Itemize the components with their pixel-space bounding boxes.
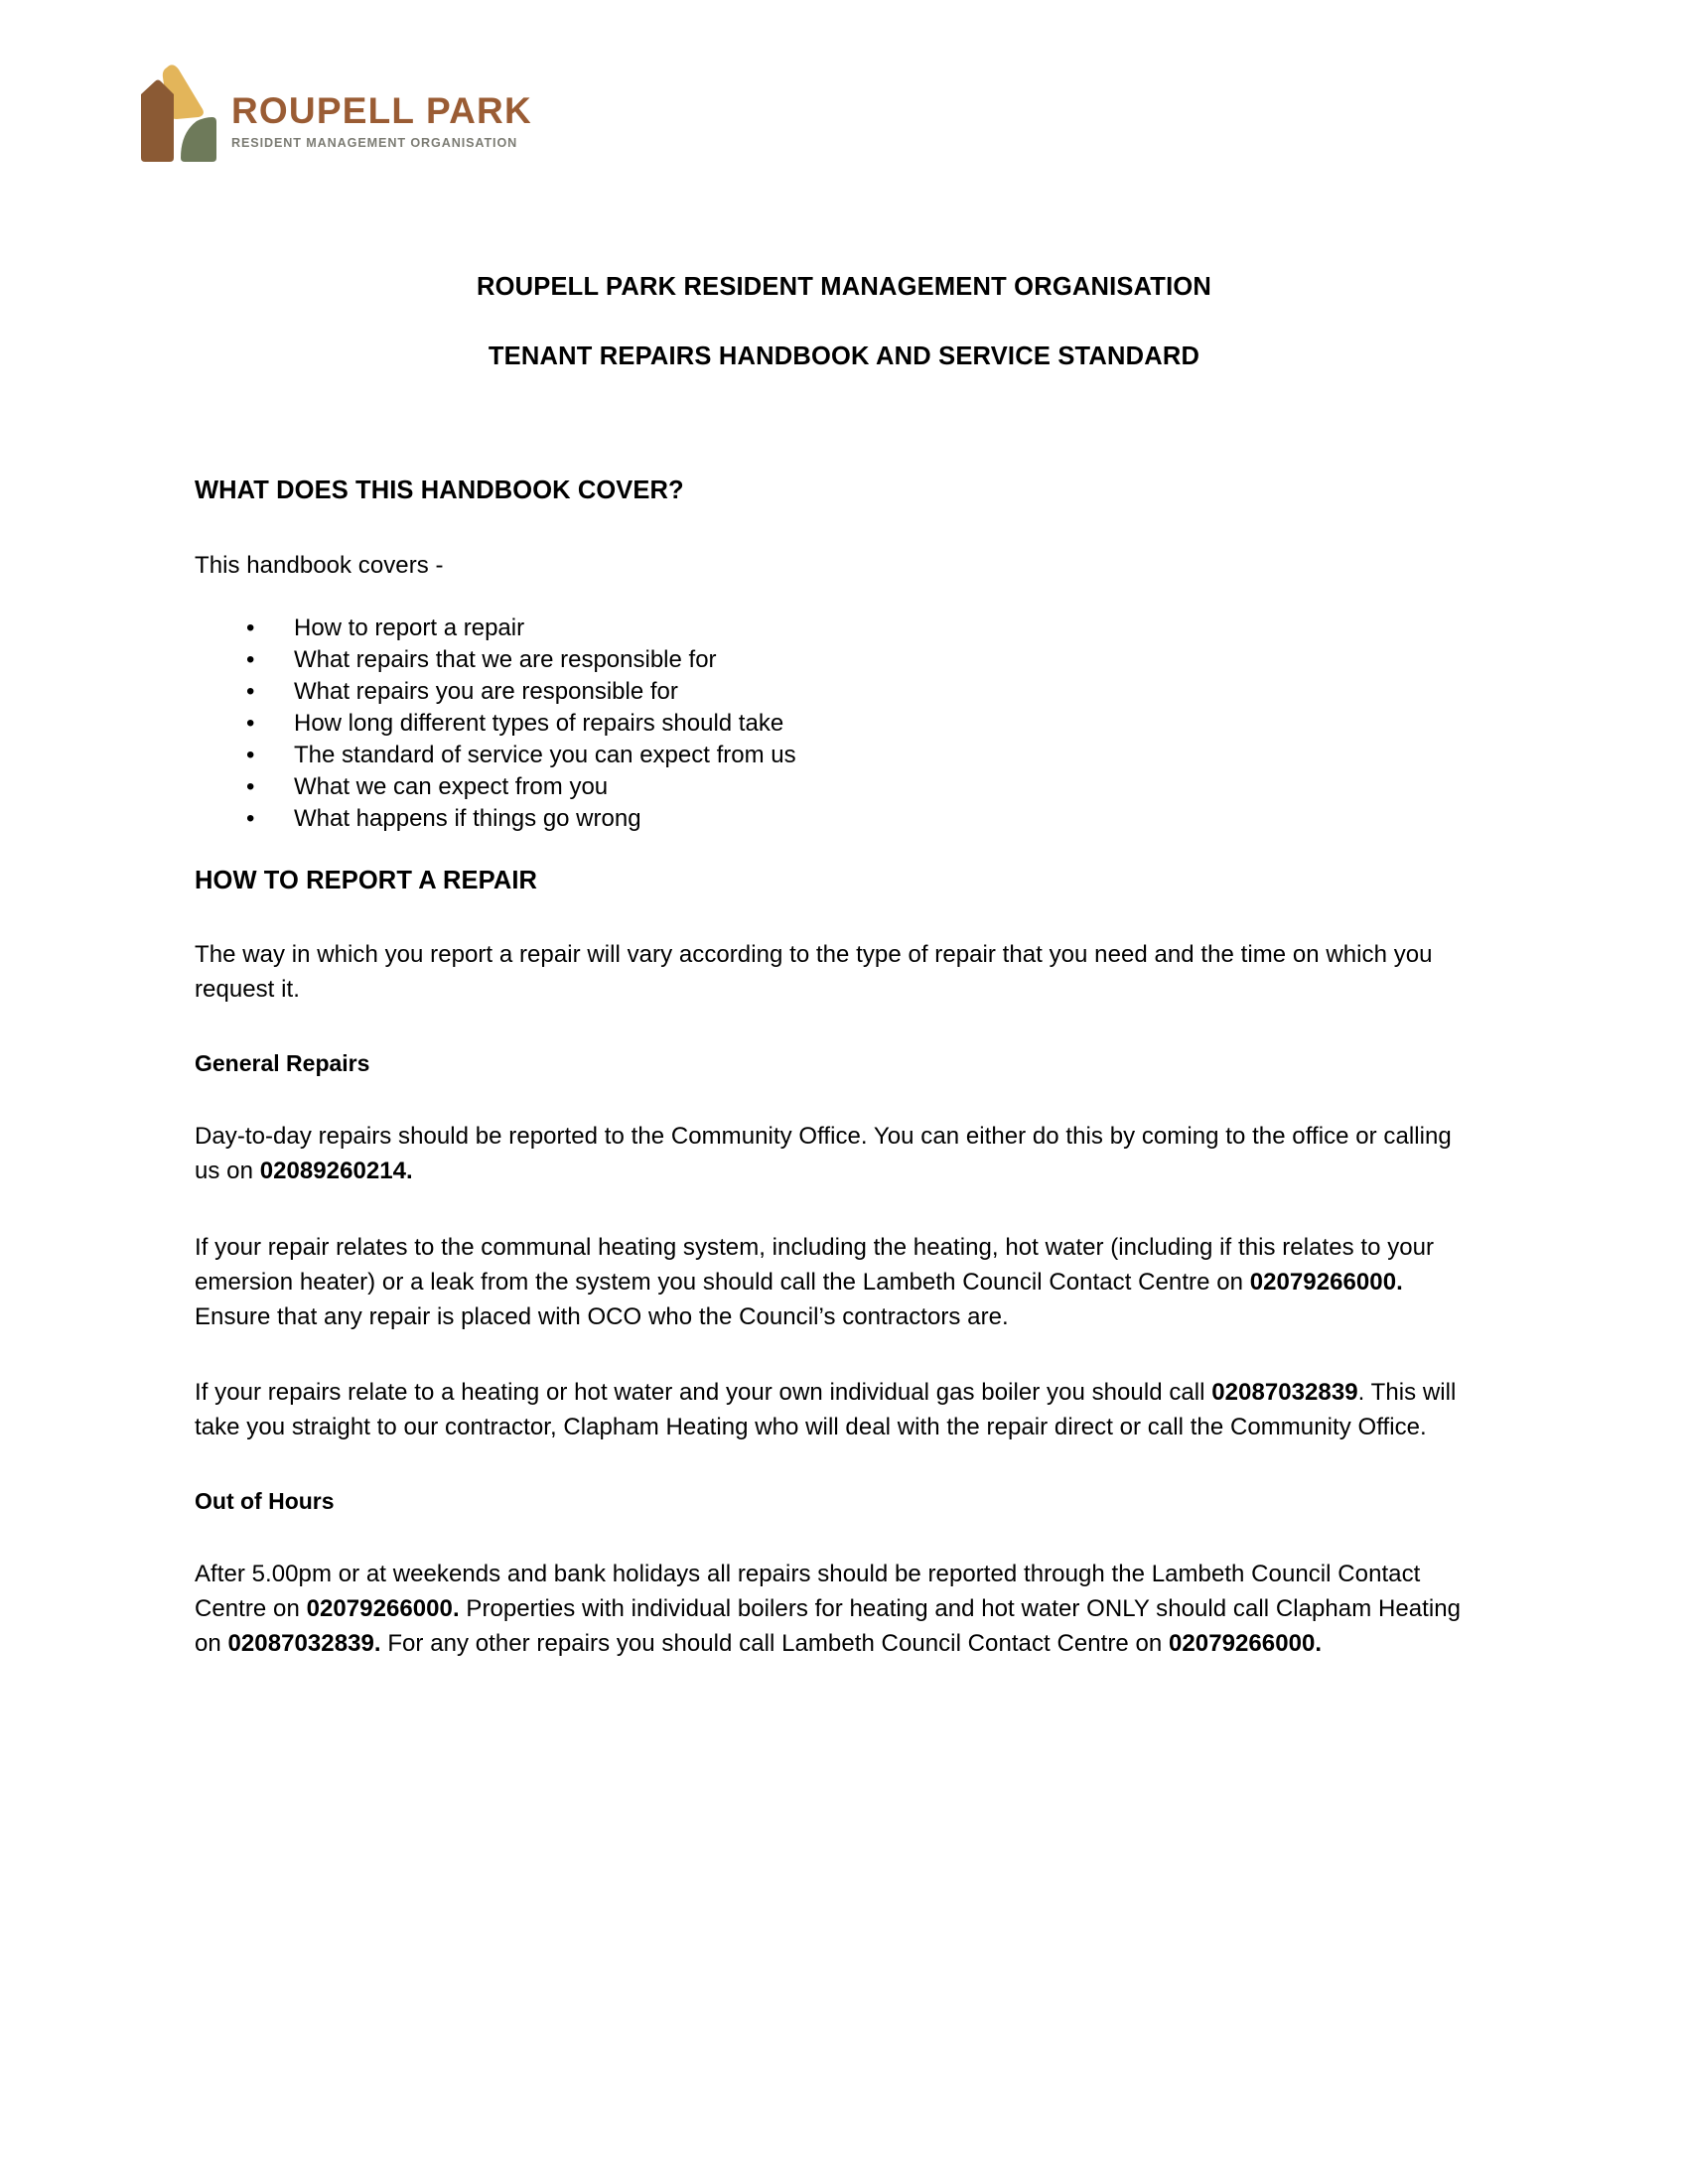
paragraph-out-of-hours xyxy=(195,1558,1471,1661)
paragraph-handbook-covers-intro: This handbook covers - xyxy=(195,551,444,579)
list-item xyxy=(195,803,1471,835)
list-item-label: What repairs that we are responsible for xyxy=(294,646,717,674)
list-item-label: What we can expect from you xyxy=(294,772,609,800)
bullet-icon: • xyxy=(246,678,255,706)
bullet-icon: • xyxy=(246,614,255,642)
paragraph-report-intro: The way in which you report a repair will vary according to the type of repair that you need and the time on which you request it. xyxy=(195,941,1433,1004)
heading-how-to-report-a-repair: HOW TO REPORT A REPAIR xyxy=(195,866,538,894)
list-item-label: How long different types of repairs should take xyxy=(294,710,784,738)
logo-wordmark-subtitle: RESIDENT MANAGEMENT ORGANISATION xyxy=(231,136,518,150)
list-item-label: The standard of service you can expect from us xyxy=(294,742,796,769)
paragraph-text-part: Properties with individual boilers for heating and hot water ONLY should call Clapham Heating on xyxy=(195,1595,1462,1658)
paragraph-communal-heating xyxy=(195,1231,1471,1334)
paragraph-text-part: . This will take you straight to our contractor, Clapham Heating who will deal with the repair direct or call the Community Office. xyxy=(195,1379,1457,1441)
green-leaf-shape xyxy=(181,117,216,162)
list-item xyxy=(195,740,1471,771)
heading-general-repairs: General Repairs xyxy=(195,1049,370,1076)
bullet-icon: • xyxy=(246,710,255,738)
handbook-cover-list xyxy=(195,613,1471,834)
paragraph-text-part: After 5.00pm or at weekends and bank holidays all repairs should be reported through the Lambeth Council Contact Centre on xyxy=(195,1561,1421,1623)
brown-pentagon-shape xyxy=(141,80,174,163)
paragraph-individual-gas-boiler xyxy=(195,1376,1471,1445)
document-title-line-1: ROUPELL PARK RESIDENT MANAGEMENT ORGANISATION xyxy=(476,273,1212,301)
list-item xyxy=(195,708,1471,740)
paragraph-day-to-day-repairs xyxy=(195,1120,1471,1189)
document-body xyxy=(195,475,1471,1662)
list-item xyxy=(195,644,1471,676)
bullet-icon: • xyxy=(246,772,255,800)
organisation-logo xyxy=(117,48,532,187)
list-item xyxy=(195,613,1471,644)
list-item xyxy=(195,676,1471,708)
bullet-icon: • xyxy=(246,804,255,832)
bullet-icon: • xyxy=(246,646,255,674)
logo-mark-icon xyxy=(117,48,226,167)
paragraph-text-part: If your repair relates to the communal heating system, including the heating, hot water (including if this relates to your emersion heater) or a leak from the system you should call the Lambeth Council Contact Centre on xyxy=(195,1234,1435,1296)
phone-number-lambeth-contact-centre-other: 02079266000. xyxy=(1169,1630,1323,1658)
paragraph-text-part: For any other repairs you should call Lambeth Council Contact Centre on xyxy=(380,1630,1170,1658)
logo-wordmark-main: ROUPELL PARK xyxy=(231,90,532,131)
paragraph-text-part: If your repairs relate to a heating or hot water and your own individual gas boiler you should call xyxy=(195,1379,1212,1407)
phone-number-clapham-heating-ooh: 02087032839. xyxy=(227,1630,381,1658)
phone-number-clapham-heating: 02087032839 xyxy=(1211,1379,1358,1407)
list-item-label: What repairs you are responsible for xyxy=(294,678,678,706)
list-item-label: How to report a repair xyxy=(294,614,525,642)
logo-wordmark xyxy=(231,90,532,150)
phone-number-lambeth-contact-centre: 02079266000. xyxy=(1249,1268,1403,1296)
bullet-icon: • xyxy=(246,742,255,769)
list-item-label: What happens if things go wrong xyxy=(294,804,641,832)
document-title-line-2: TENANT REPAIRS HANDBOOK AND SERVICE STANDARD xyxy=(488,342,1200,370)
heading-handbook-cover: WHAT DOES THIS HANDBOOK COVER? xyxy=(195,477,684,504)
paragraph-text-part: Ensure that any repair is placed with OCO who the Council’s contractors are. xyxy=(195,1302,1009,1330)
list-item xyxy=(195,771,1471,803)
paragraph-text-part: Day-to-day repairs should be reported to the Community Office. You can either do this by coming to the office or calling us on xyxy=(195,1123,1452,1185)
phone-number-lambeth-contact-centre-ooh: 02079266000. xyxy=(306,1595,460,1623)
heading-out-of-hours: Out of Hours xyxy=(195,1488,335,1514)
phone-number-community-office: 02089260214. xyxy=(259,1158,413,1185)
